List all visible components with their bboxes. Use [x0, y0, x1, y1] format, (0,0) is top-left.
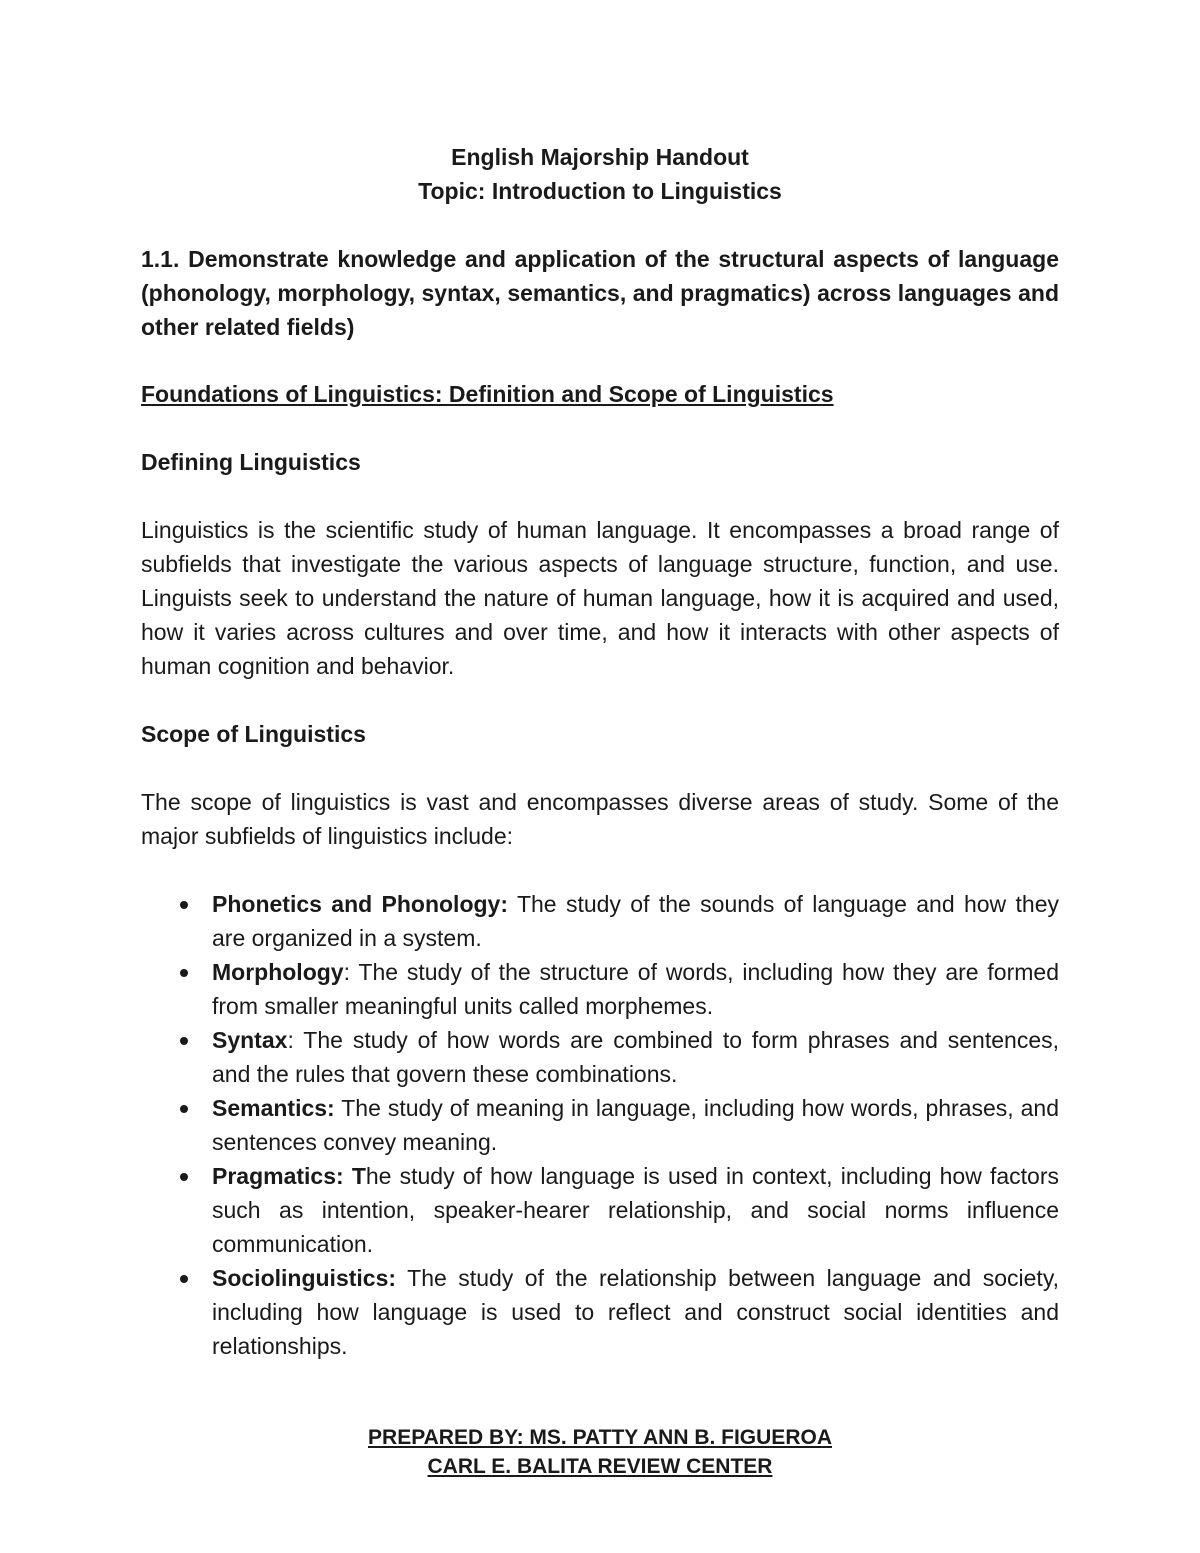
bullet-icon	[180, 969, 188, 977]
handout-title: English Majorship Handout	[451, 144, 749, 170]
section-heading: Foundations of Linguistics: Definition and Scope of Linguistics	[141, 381, 834, 407]
scope-heading: Scope of Linguistics	[141, 721, 366, 747]
list-item-desc: The study of the relationship between language and society, including how language is used to reflect and construct social identities and relationships.	[212, 1265, 1059, 1359]
handout-topic: Topic: Introduction to Linguistics	[418, 178, 782, 204]
defining-heading: Defining Linguistics	[141, 449, 361, 475]
defining-paragraph: Linguistics is the scientific study of human language. It encompasses a broad range of subfields that investigate the various aspects of language structure, function, and use. Linguists seek to understand the nature of human language, how it is acquired and used, how it varies across cultures and over time, and how it interacts with other aspects of human cognition and behavior.	[141, 517, 1059, 679]
list-item-term: Morphology	[212, 959, 344, 985]
list-item-term: Pragmatics: T	[212, 1163, 366, 1189]
list-item-term: Syntax	[212, 1027, 288, 1053]
list-item	[141, 1261, 1059, 1363]
list-item	[141, 1023, 1059, 1091]
list-item-desc: The study of the sounds of language and how they are organized in a system.	[212, 891, 1060, 951]
handout-page	[141, 140, 1059, 1363]
list-item	[141, 1159, 1059, 1261]
scope-paragraph: The scope of linguistics is vast and encompasses diverse areas of study. Some of the major subfields of linguistics include:	[141, 789, 1059, 849]
bullet-icon	[180, 1105, 188, 1113]
bullet-icon	[180, 1173, 188, 1181]
list-item-term: Phonetics and Phonology:	[212, 891, 509, 917]
list-item-term: Sociolinguistics:	[212, 1265, 397, 1291]
list-item-desc: : The study of the structure of words, including how they are formed from smaller meaningful units called morphemes.	[212, 959, 1059, 1019]
list-item-desc: : The study of how words are combined to form phrases and sentences, and the rules that govern these combinations.	[212, 1027, 1059, 1087]
bullet-icon	[180, 1037, 188, 1045]
list-item	[141, 1091, 1059, 1159]
list-item-desc: The study of meaning in language, including how words, phrases, and sentences convey meaning.	[212, 1095, 1059, 1155]
objective-statement: 1.1. Demonstrate knowledge and application of the structural aspects of language (phonology, morphology, syntax, semantics, and pragmatics) across languages and other related fields)	[141, 246, 1059, 340]
subfields-list	[141, 887, 1059, 1363]
bullet-icon	[180, 901, 188, 909]
list-item	[141, 955, 1059, 1023]
bullet-icon	[180, 1275, 188, 1283]
list-item-term: Semantics:	[212, 1095, 335, 1121]
review-center: CARL E. BALITA REVIEW CENTER	[427, 1455, 773, 1478]
footer	[0, 1423, 1200, 1481]
prepared-by: PREPARED BY: MS. PATTY ANN B. FIGUEROA	[368, 1426, 832, 1449]
title-block	[141, 140, 1059, 208]
list-item	[141, 887, 1059, 955]
list-item-desc: he study of how language is used in context, including how factors such as intention, speaker-hearer relationship, and social norms influence communication.	[212, 1163, 1060, 1257]
